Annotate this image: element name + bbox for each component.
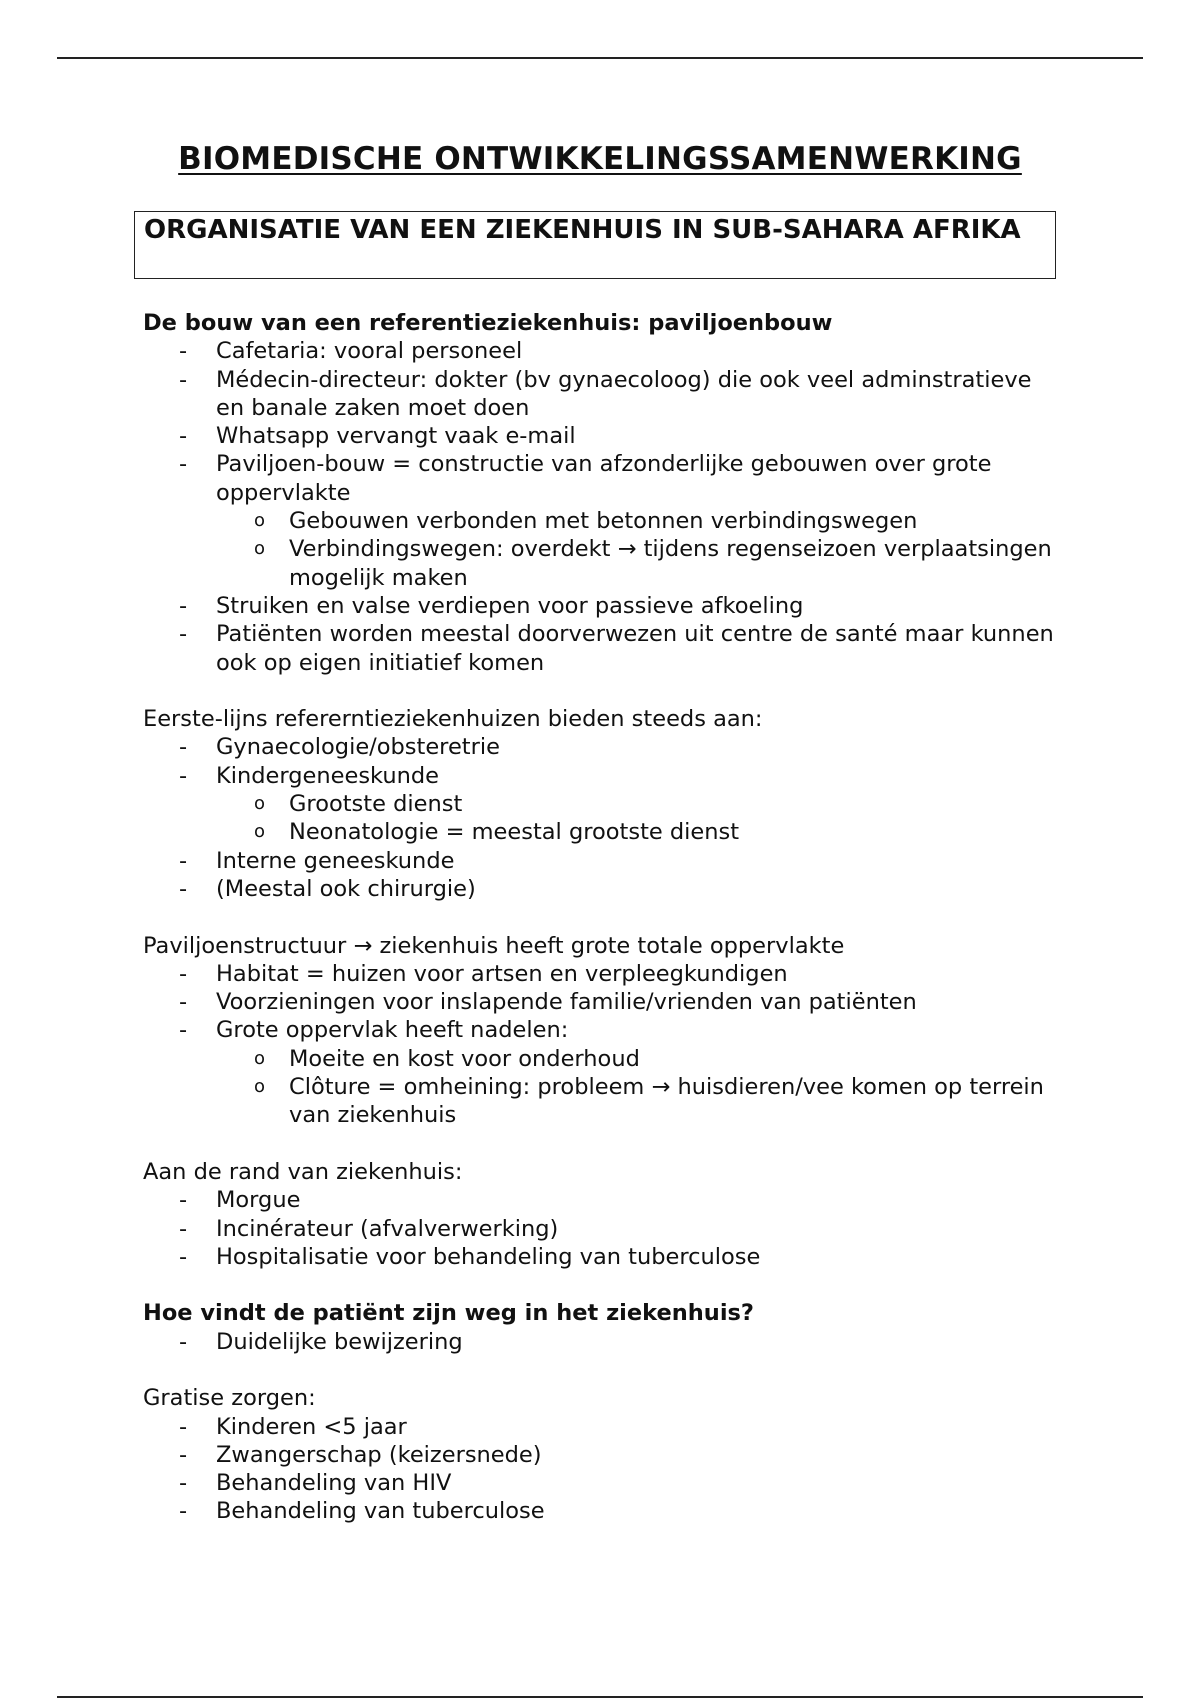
header-rule: [57, 57, 1143, 59]
dash-bullet: -: [179, 875, 188, 902]
list-item: - Habitat = huizen voor artsen en verpleegkundigen: [179, 960, 788, 987]
circle-bullet: o: [254, 538, 266, 560]
dash-bullet: -: [179, 621, 188, 648]
dash-bullet: -: [179, 451, 188, 478]
dash-bullet: -: [179, 960, 188, 987]
intro-rand: Aan de rand van ziekenhuis:: [143, 1158, 463, 1185]
heading-paviljoenbouw: De bouw van een referentieziekenhuis: paviljoenbouw: [143, 310, 833, 336]
list-item: - Grote oppervlak heeft nadelen: o Moeite en kost voor onderhoud o Clôture = omheining: probleem → huisdieren/vee komen op terrein van ziekenhuis: [143, 1016, 1063, 1129]
footer-rule: [57, 1696, 1143, 1698]
list-paviljoenstructuur: [143, 960, 1063, 1130]
sublist-item: o Neonatologie = meestal grootste dienst: [254, 819, 740, 846]
dash-bullet: -: [179, 847, 188, 874]
list-item: - Gynaecologie/obsteretrie: [179, 734, 500, 761]
list-item: - Zwangerschap (keizersnede): [179, 1441, 542, 1468]
sublist: [216, 790, 1063, 847]
dash-bullet: -: [179, 762, 188, 789]
list-item: - Duidelijke bewijzering: [179, 1328, 463, 1355]
sublist-item: o Clôture = omheining: probleem → huisdieren/vee komen op terrein van ziekenhuis: [254, 1074, 1044, 1129]
circle-bullet: o: [254, 1076, 266, 1098]
dash-bullet: -: [179, 1187, 188, 1214]
list-item: - Incinérateur (afvalverwerking): [179, 1215, 559, 1242]
list-item: - Médecin-directeur: dokter (bv gynaecoloog) die ook veel adminstratieve en banale zaken moet doen: [179, 366, 1032, 421]
dash-bullet: -: [179, 1413, 188, 1440]
circle-bullet: o: [254, 821, 266, 843]
intro-gratis: Gratise zorgen:: [143, 1385, 316, 1412]
dash-bullet: -: [179, 989, 188, 1016]
dash-bullet: -: [179, 338, 188, 365]
list-item: - Whatsapp vervangt vaak e-mail: [179, 423, 576, 450]
circle-bullet: o: [254, 510, 266, 532]
list-item: - Behandeling van tuberculose: [179, 1498, 545, 1525]
document-body: [143, 309, 1063, 1526]
document-title: BIOMEDISCHE ONTWIKKELINGSSAMENWERKING: [178, 141, 1022, 177]
dash-bullet: -: [179, 423, 188, 450]
list-item: - Interne geneeskunde: [179, 847, 455, 874]
section-title: ORGANISATIE VAN EEN ZIEKENHUIS IN SUB-SAHARA AFRIKA: [144, 215, 1021, 245]
sublist: [216, 507, 1063, 592]
dash-bullet: -: [179, 1470, 188, 1497]
list-item: - Kinderen <5 jaar: [179, 1413, 407, 1440]
dash-bullet: -: [179, 1215, 188, 1242]
sublist-item: o Verbindingswegen: overdekt → tijdens regenseizoen verplaatsingen mogelijk maken: [254, 536, 1052, 591]
dash-bullet: -: [179, 366, 188, 393]
sublist-item: o Moeite en kost voor onderhoud: [254, 1045, 640, 1072]
list-item: - Behandeling van HIV: [179, 1470, 452, 1497]
list-gratis: [143, 1413, 1063, 1526]
sublist-item: o Gebouwen verbonden met betonnen verbindingswegen: [254, 508, 918, 535]
list-item: - Paviljoen-bouw = constructie van afzonderlijke gebouwen over grote oppervlakte o Gebouwen verbonden met betonnen verbindingswegen o Verbindingswegen: overdekt → tijdens regenseizoen verplaatsingen mogelijk maken: [143, 450, 1063, 591]
circle-bullet: o: [254, 793, 266, 815]
list-item: - (Meestal ook chirurgie): [179, 875, 476, 902]
list-item: - Patiënten worden meestal doorverwezen uit centre de santé maar kunnen ook op eigen initiatief komen: [179, 621, 1054, 676]
list-paviljoenbouw: [143, 337, 1063, 677]
intro-paviljoenstructuur: Paviljoenstructuur → ziekenhuis heeft grote totale oppervlakte: [143, 932, 845, 959]
list-item: - Hospitalisatie voor behandeling van tuberculose: [179, 1243, 761, 1270]
dash-bullet: -: [179, 734, 188, 761]
circle-bullet: o: [254, 1047, 266, 1069]
list-item: - Kindergeneeskunde o Grootste dienst o Neonatologie = meestal grootste dienst: [143, 762, 1063, 847]
dash-bullet: -: [179, 592, 188, 619]
dash-bullet: -: [179, 1328, 188, 1355]
dash-bullet: -: [179, 1243, 188, 1270]
list-rand: [143, 1186, 1063, 1271]
list-item: - Cafetaria: vooral personeel: [179, 338, 523, 365]
dash-bullet: -: [179, 1498, 188, 1525]
list-eerstelijns: [143, 733, 1063, 903]
sublist-item: o Grootste dienst: [254, 791, 463, 818]
list-item: - Voorzieningen voor inslapende familie/vrienden van patiënten: [179, 989, 917, 1016]
list-item: - Morgue: [179, 1187, 301, 1214]
section-title-box: [134, 211, 1056, 279]
list-item: - Struiken en valse verdiepen voor passieve afkoeling: [179, 592, 804, 619]
dash-bullet: -: [179, 1017, 188, 1044]
heading-weg: Hoe vindt de patiënt zijn weg in het ziekenhuis?: [143, 1300, 754, 1327]
list-weg: [143, 1328, 1063, 1356]
intro-eerstelijns: Eerste-lijns refererntieziekenhuizen bieden steeds aan:: [143, 706, 763, 733]
dash-bullet: -: [179, 1441, 188, 1468]
sublist: [216, 1045, 1063, 1130]
